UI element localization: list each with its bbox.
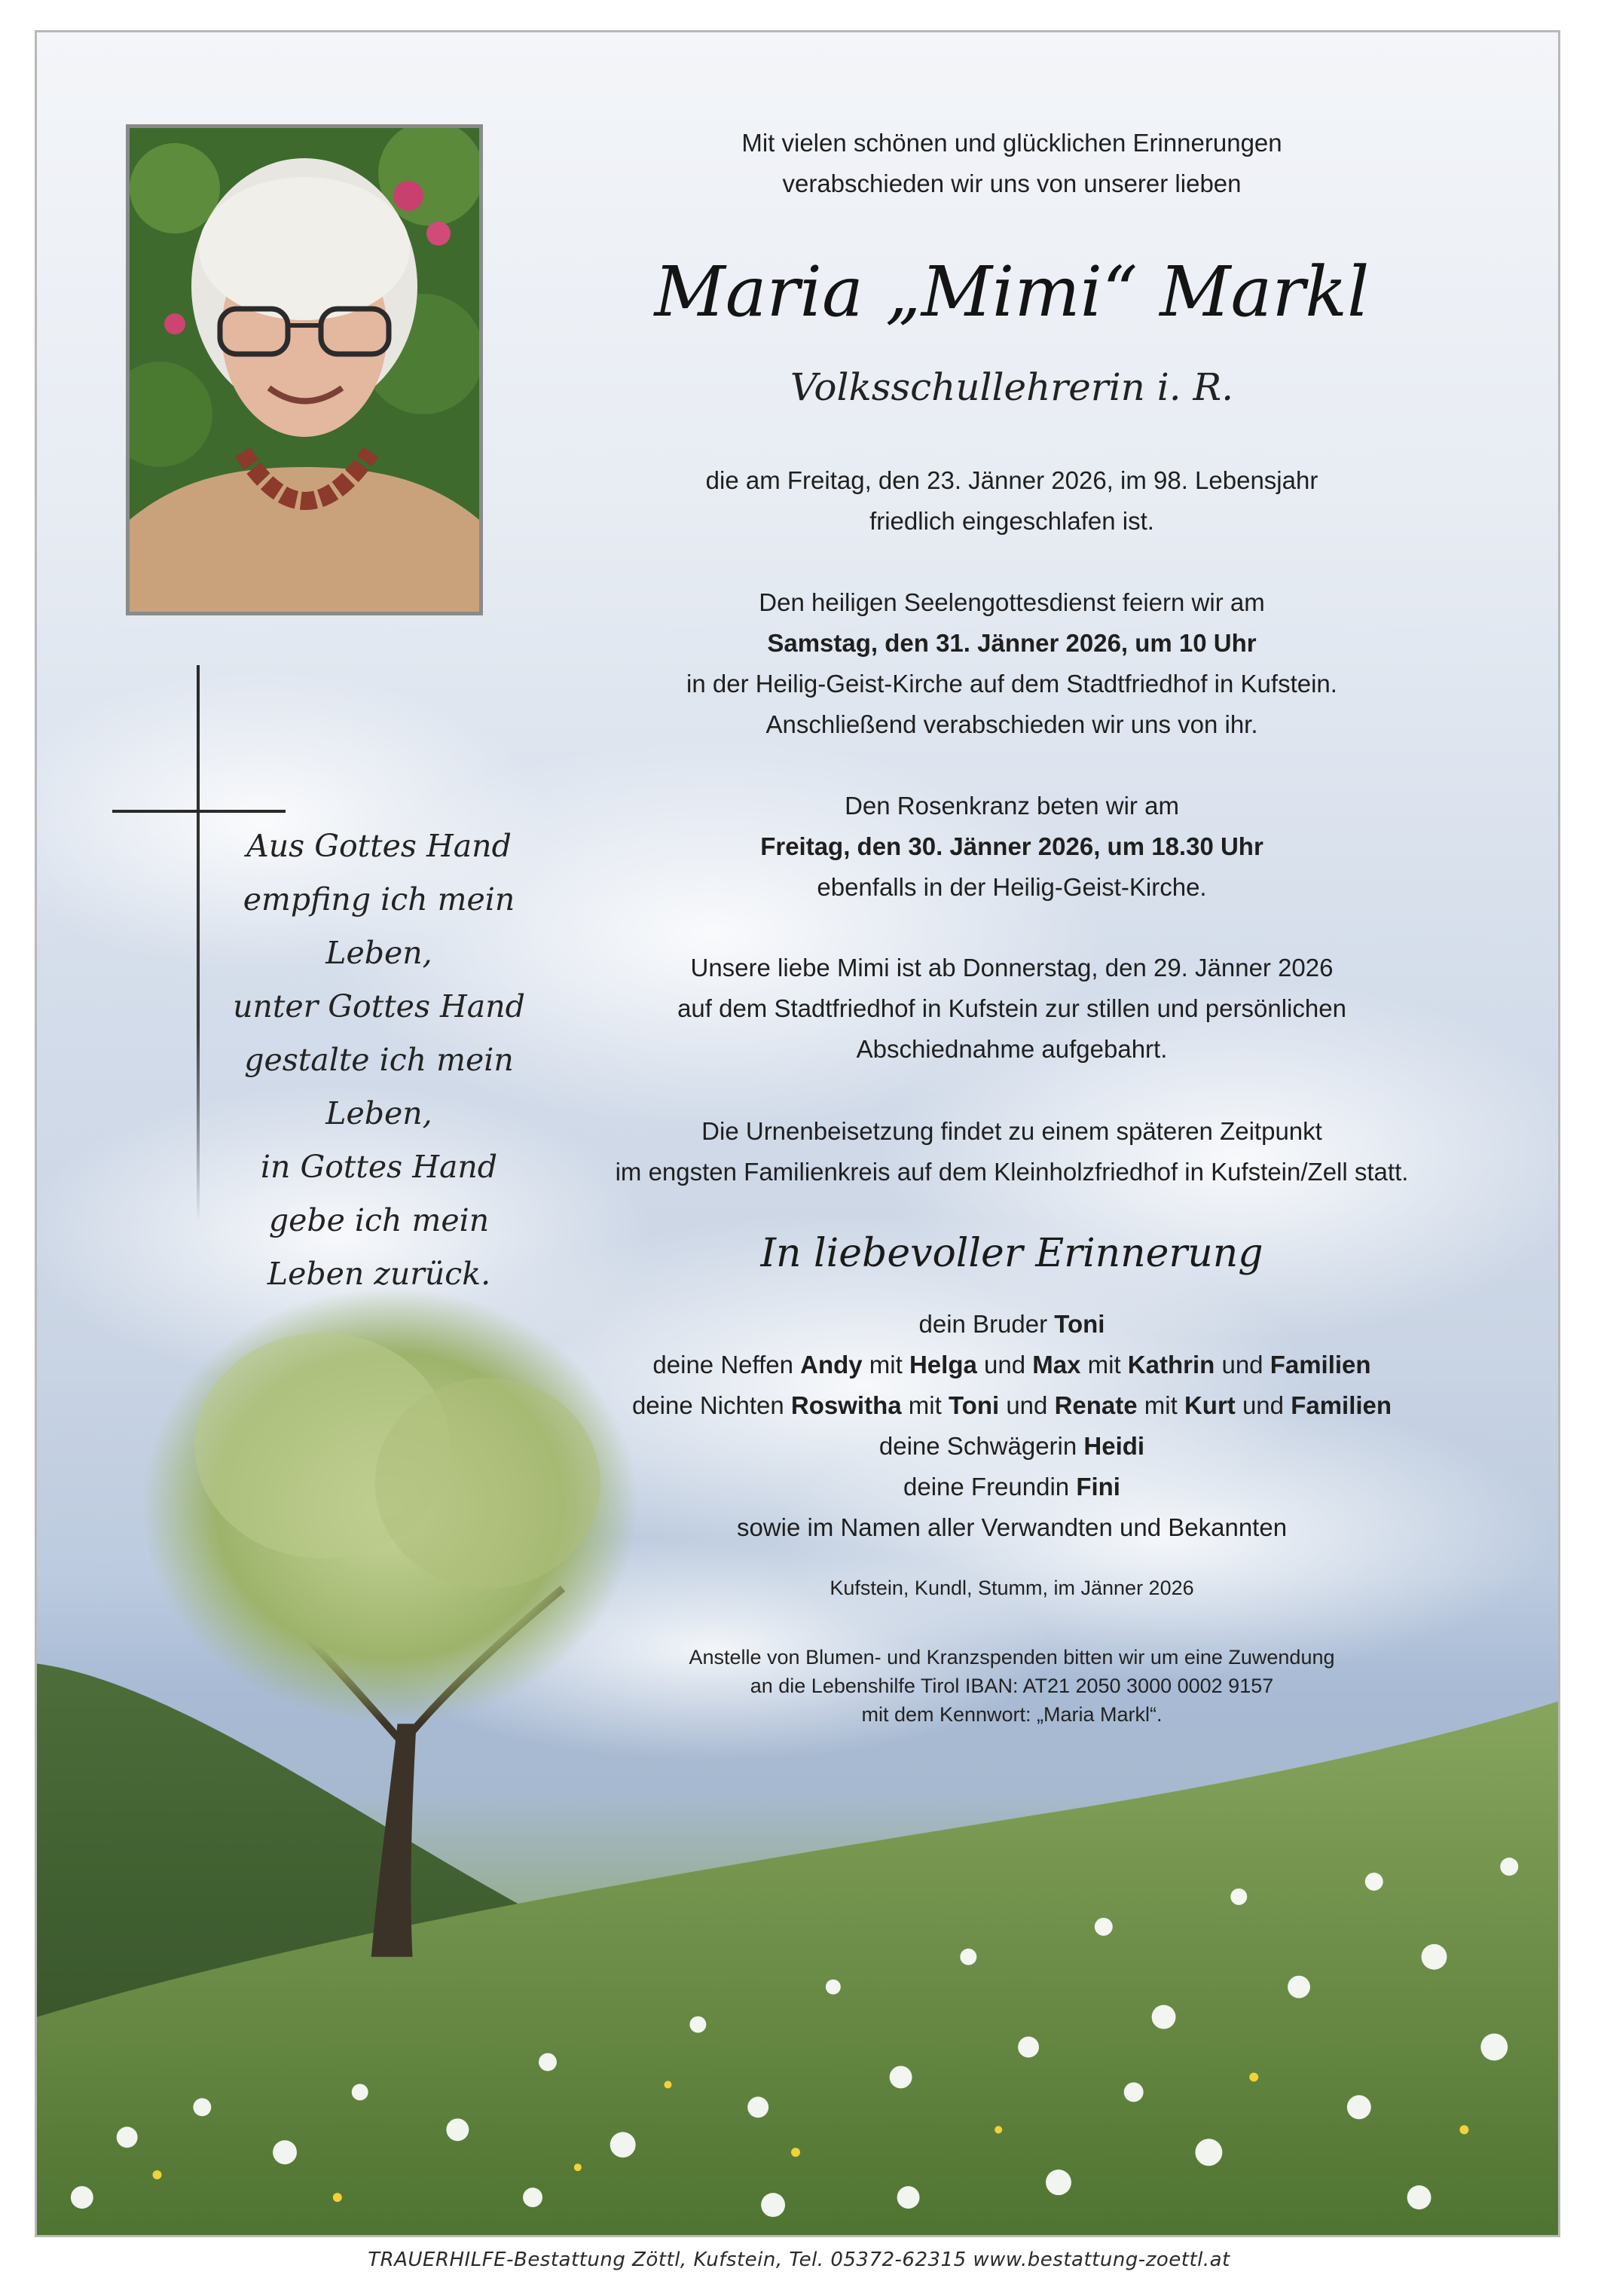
donation-line: an die Lebenshilfe Tirol IBAN: AT21 2050 3000 0002 9157 — [750, 1675, 1274, 1697]
donation-request — [522, 1643, 1502, 1729]
intro-line: verabschieden wir uns von unserer lieben — [782, 169, 1242, 197]
relation: deine Nichten — [631, 1391, 784, 1419]
mourner-line-nephews — [522, 1345, 1502, 1385]
connector: mit — [1144, 1391, 1178, 1419]
mourner-line-sisterinlaw — [522, 1426, 1502, 1467]
service-line: Anschließend verabschieden wir uns von ihr. — [765, 710, 1258, 738]
deceased-name: Maria „Mimi“ Markl — [654, 252, 1370, 332]
rosary-line: Den Rosenkranz beten wir am — [845, 792, 1179, 820]
urn-line: Die Urnenbeisetzung findet zu einem späteren Zeitpunkt — [701, 1117, 1322, 1145]
intro-line: Mit vielen schönen und glücklichen Erinnerungen — [741, 129, 1282, 157]
mourner-name: Familien — [1291, 1391, 1392, 1419]
connector: und — [1006, 1391, 1048, 1419]
viewing-line: auf dem Stadtfriedhof in Kufstein zur stillen und persönlichen — [677, 994, 1346, 1022]
death-notice — [522, 460, 1502, 542]
mourner-line-friend — [522, 1467, 1502, 1507]
mourner-name: Andy — [800, 1351, 863, 1379]
connector: und — [1221, 1351, 1263, 1379]
mourner-name: Toni — [948, 1391, 1000, 1419]
mourner-closing: sowie im Namen aller Verwandten und Bekannten — [736, 1513, 1288, 1541]
service-date: Samstag, den 31. Jänner 2026, um 10 Uhr — [767, 629, 1257, 657]
mourner-name: Toni — [1054, 1310, 1105, 1338]
death-line: die am Freitag, den 23. Jänner 2026, im 98. Lebensjahr — [705, 466, 1318, 494]
place-date: Kufstein, Kundl, Stumm, im Jänner 2026 — [830, 1577, 1194, 1599]
mourner-name: Max — [1032, 1351, 1081, 1379]
connector: mit — [869, 1351, 903, 1379]
deceased-title: Volksschullehrerin i. R. — [790, 365, 1234, 409]
viewing-line: Unsere liebe Mimi ist ab Donnerstag, den 29. Jänner 2026 — [690, 954, 1334, 982]
intro-text — [522, 123, 1502, 204]
verse-line: unter Gottes Hand — [233, 988, 525, 1024]
rosary-line: ebenfalls in der Heilig-Geist-Kirche. — [817, 873, 1207, 901]
verse-line: in Gottes Hand — [260, 1149, 498, 1185]
mourner-name: Fini — [1076, 1473, 1120, 1501]
verse — [191, 820, 567, 1301]
mourner-name: Helga — [909, 1351, 977, 1379]
rosary — [522, 786, 1502, 908]
verse-line: gestalte ich mein Leben, — [244, 1042, 514, 1131]
service-line: Den heiligen Seelengottesdienst feiern wir am — [759, 588, 1265, 616]
mourner-name: Kathrin — [1127, 1351, 1215, 1379]
mourner-name: Familien — [1270, 1351, 1371, 1379]
death-line: friedlich eingeschlafen ist. — [869, 507, 1154, 535]
relation: deine Neffen — [652, 1351, 793, 1379]
memory-heading: In liebevoller Erinnerung — [760, 1231, 1263, 1276]
connector: und — [1242, 1391, 1285, 1419]
urn-burial-notice — [522, 1111, 1502, 1192]
verse-line: gebe ich mein — [268, 1202, 490, 1238]
mourner-line-nieces — [522, 1385, 1502, 1426]
obituary-card — [35, 30, 1560, 2237]
donation-line: Anstelle von Blumen- und Kranzspenden bitten wir um eine Zuwendung — [689, 1646, 1335, 1669]
relation: deine Schwägerin — [878, 1432, 1077, 1460]
connector: mit — [1087, 1351, 1121, 1379]
mourners-list — [522, 1304, 1502, 1548]
rosary-date: Freitag, den 30. Jänner 2026, um 18.30 Uhr — [760, 832, 1263, 860]
viewing-line: Abschiednahme aufgebahrt. — [856, 1035, 1168, 1063]
funeral-home-footer: TRAUERHILFE-Bestattung Zöttl, Kufstein, Tel. 05372-62315 www.bestattung-zoettl.at — [368, 2249, 1230, 2271]
donation-line: mit dem Kennwort: „Maria Markl“. — [861, 1703, 1163, 1726]
mourner-name: Heidi — [1083, 1432, 1145, 1460]
verse-line: empfing ich mein Leben, — [243, 881, 515, 971]
mourner-name: Renate — [1054, 1391, 1138, 1419]
portrait-illustration — [130, 128, 479, 612]
service-line: in der Heilig-Geist-Kirche auf dem Stadtfriedhof in Kufstein. — [686, 670, 1337, 698]
urn-line: im engsten Familienkreis auf dem Kleinholzfriedhof in Kufstein/Zell statt. — [615, 1158, 1409, 1186]
mourner-line-brother — [522, 1304, 1502, 1345]
connector: mit — [908, 1391, 942, 1419]
connector: und — [984, 1351, 1026, 1379]
funeral-service — [522, 582, 1502, 745]
relation: deine Freundin — [903, 1473, 1070, 1501]
mourner-name: Roswitha — [790, 1391, 902, 1419]
viewing-notice — [522, 948, 1502, 1070]
mourner-name: Kurt — [1184, 1391, 1236, 1419]
verse-line: Leben zurück. — [267, 1256, 491, 1292]
portrait-photo — [126, 124, 483, 615]
verse-line: Aus Gottes Hand — [246, 828, 512, 864]
relation: dein Bruder — [918, 1310, 1048, 1338]
